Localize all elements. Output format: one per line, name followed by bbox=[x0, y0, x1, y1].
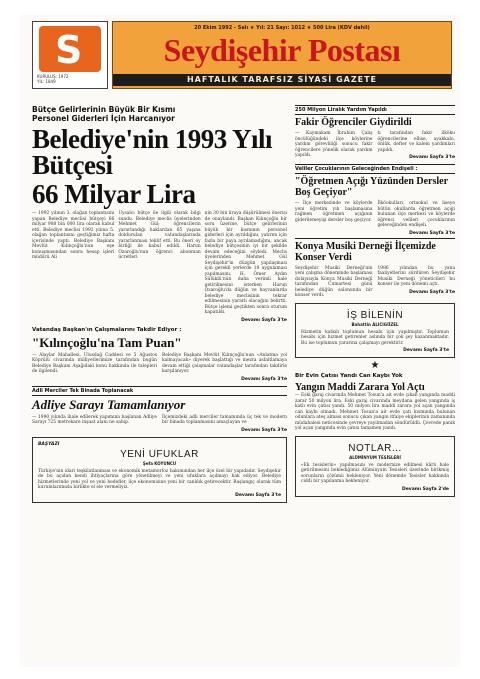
yeni-byline: Şefa KOYUNCU bbox=[142, 460, 177, 466]
yardim-col-2: tı tarafından fakir ilköku öğrencilerine ellise, ayakkabı, önlük, defter ve kalem yardımları yapıldı. bbox=[377, 131, 455, 153]
side-column bbox=[295, 105, 455, 497]
vatandas-body bbox=[32, 353, 287, 382]
yardim-body bbox=[295, 131, 455, 160]
main-column bbox=[32, 105, 287, 503]
merciler-headline: Adliye Sarayı Tamamlanıyor bbox=[32, 396, 186, 412]
cati-kicker: Bir Evin Çatısı Yandı Can Kaybı Yok bbox=[295, 373, 403, 379]
musiki-body bbox=[295, 266, 455, 299]
is-more: Devamı Sayfa 3'te bbox=[403, 348, 449, 353]
is-text: Hizmetin katkılı toplumun hesabı için yapılmıştır. Toplumun hesabı için hizmet getirenler aslında bir çok şey kazanmaktadır. Bu ise toplumun yararına çalışmayı gerektirir. bbox=[301, 329, 449, 346]
merciler-body bbox=[32, 415, 287, 433]
veliler-col-2-wrap bbox=[378, 201, 456, 236]
notlar-more: Devamı Sayfa 2'de bbox=[402, 486, 449, 492]
is-headline: İŞ BİLENİN bbox=[346, 309, 404, 321]
lead-col-2: Uysalcı bütçe ile ilgili olarak bilgi sundu. Belediye meclis üyelerinden Mehmet Gül; öğrencilerin yararlandığı haklardan 65 yaşına doldurulan vatandaşlarında yararlanması teklif etti. Bu öneri oy birliği ile kabul edildi. Harun Ozaroğlu'nun öğrenci abonman ücretleri bbox=[118, 211, 201, 260]
logo-meta bbox=[37, 74, 68, 84]
masthead bbox=[32, 21, 452, 89]
cati-text: — Eski garaj civarında Mehmet Tosun'a ait evde çıkan yangında maddi zarar 50 milyon lira. Eski garaj civarında meydana gelen yangında iş katlı evin çatısı yandı. 50 milyon lira maddi zarara yol açan yangında can kaybı olmadı. Mehmet Tosun'a ait evde çatı kısmında bulunan odunlara ateş alması sonucu çıkan yangın itfaiye ekiplerinin zamanında müdahalesi neticesinde çevreye yayılmadan söndürüldü. Çevrede panik yol açan yangında evin çatısı tamamen yandı. bbox=[295, 393, 455, 431]
lead-more: Devamı Sayfa 3'te bbox=[241, 317, 287, 323]
lead-kicker-1: Bütçe Gelirlerinin Büyük Bir Kısmı bbox=[32, 105, 176, 114]
lead-col-1: — 1992 yılının 3. olağan toplantısını yapan Belediye meclisi bütçeyi 66 milyar 988 bin 000 lira olarak kabul etti. Belediye meclisi 1992 yılına 5. olağan toplantısını geçtiğimiz hafta içerisinde yaptı. Belediye Başkanı Mevlüt Kılınçoğlu'nun eşe konuşmasından sonra hesap işleri müdürü Ali bbox=[32, 211, 115, 260]
lead-headline-2: 66 Milyar Lira bbox=[32, 179, 196, 209]
is-bilenin-box bbox=[295, 303, 455, 359]
yeni-more: Devamı Sayfa 3'te bbox=[235, 492, 281, 498]
yardim-col-1: — Kaymakam İbrahim Çalış öncülüğündeki ilçe köylerine yardım görevliliği sonucu fakir öğrencilere yönelik olarak yardım yapıldı. bbox=[295, 131, 373, 158]
logo-meta-2: YIL: 1849 bbox=[37, 79, 56, 84]
lead-kicker-2: Personel Giderleri İçin Harcanıyor bbox=[32, 114, 175, 123]
musiki-col-2-wrap bbox=[378, 266, 456, 299]
merciler-col-2: İlçemizdeki adli merciler tamamında üç tek ve modern bir binada toplanmasını amaçlayan ve bbox=[162, 414, 287, 425]
veliler-more: Devamı Sayfa 3'te bbox=[409, 230, 455, 236]
vatandas-col-2: Belediye Başkanı Mevlüt Kılınçoğlu'nun «Anlatma yol kalmayacak» diyerek başlattığı ve mezra asfaltlamaya devam ettiği çalışmalar vatandaşlar tarafından takdirle karşılanıyor. bbox=[162, 352, 287, 374]
yeni-label: BAŞYAZI bbox=[38, 441, 60, 447]
is-byline: Bahattin ALICIGÜZEL bbox=[351, 321, 399, 327]
star-icon: ★ bbox=[370, 360, 380, 371]
tagline: HAFTALIK TARAFSIZ SİYASİ GAZETE bbox=[186, 75, 378, 84]
yardim-headline: Fakir Öğrenciler Giydirildi bbox=[295, 117, 412, 128]
merciler-kicker: Adli Merciler Tek Binada Toplanacak bbox=[32, 386, 287, 396]
notlar-text: «Ek tesislerin» yapılmasını ve modernize edilmesi kârlı hale getirilmesini beklediğimiz Alüminyum Tesisleri üzerinde birikmiş sorunların çözümü bekleniyor. Yeni dönemde Tesisler hakkında ciddi bir yapılanma bekleniyor. bbox=[301, 462, 449, 484]
notlar-box bbox=[295, 436, 455, 497]
yardim-kicker: 250 Milyon Liralık Yardım Yapıldı bbox=[295, 105, 455, 115]
veliler-col-1: — İlçe merkezinde ve köylerde yeni öğretim yılı başlamasına rağmen öğretmen açığının giderilemeyişi dersler boş geçiyor. bbox=[295, 201, 373, 223]
vatandas-col-1: — Alaylar Mahallesi, Ulusdağ Caddesi ve 5 Ağustos Köprülü civarında milliyetlerimize tarafından bugün Belediye Başkanı Aşağıdaki konu hakkında ile talepleri de ilgilendi. bbox=[32, 352, 157, 374]
lead-headline-1: Belediye'nin 1993 Yılı Bütçesi bbox=[32, 124, 273, 180]
yeni-headline: YENİ UFUKLAR bbox=[120, 448, 199, 460]
yardim-more: Devamı Sayfa 3'te bbox=[409, 155, 455, 160]
divider bbox=[295, 238, 455, 239]
veliler-col-2: İlköokulları, ortaokul ve liseye bütün okullarda öğretmen açığı bulunan ilçe merkezi ve köylerde öğrenci velileri çocuklarının geleceğinden endişeli. bbox=[377, 201, 455, 228]
vatandas-col-2-wrap bbox=[162, 353, 287, 382]
date-line: 20 Ekim 1992 - Salı ★ Yıl: 21 Sayı: 1012 ★ 500 Lira (KDV dahil) bbox=[194, 25, 370, 31]
veliler-kicker: Veliler Çocuklarının Geleceğinden Endişeli : bbox=[295, 164, 455, 174]
vatandas-headline: "Kılınçoğlu'na Tam Puan" bbox=[32, 334, 182, 350]
musiki-col-1: Seydişehir Musiki Derneği'nin yeni çalışma döneminde başlaması dolayısıyla Konya Musiki Derneği tarafından Cumartesi günü belediye düğün salonunda bir konser verdi. bbox=[295, 265, 373, 298]
lead-col-3: nin 30 bin liraya düşürülmesi önerisi de onaylandı. Başkan Kılınçoğlu bir soru üzerine, bütçe gelirlerinin büyük bir kısmının personel giderleri için ayrıldığını, yatırım için fazla bir paya ayrılamadığını, ancak belediye bütçesinin iyi bir şekilde devam edeceğini söyledi. Meclis üyelerinden Mehmet Gül Seydişehir'in düzgün yapılaşması için gerekli yerlerde 18 uygulaması yapılmasını, H. Ömer Aydın Sülüklü'nün daha verimli hale getirilmesini isterken Harun Ozaroğlu'da düğün ve hayvanlarda belediye meclisinin tekrar edilmesinin yararlı olacağını belirtti. Bütçe işlemi geçtikten sonra oturum kapatıldı. bbox=[204, 211, 287, 315]
yeni-ufuklar-box bbox=[32, 437, 287, 503]
yeni-text: Türkiye'nin idari teşkilatlanması ve ekonomik metamorfoz bakımından her ilçe özel bir yapıdadır. Seydişehir de bu açıdan kendi ihtiyaçlarına göre yönetilmeyi ve yeni ufuklara açılmayı hak ediyor. Belediye hizmetlerinde yeni yol ve yeni hedefler, ilçe ekonomisine yeni bir canlılık getirecektir. Başlangıç olarak tüm kurumlarımızla birlikte el ele vermeliyiz. bbox=[38, 468, 281, 490]
logo-glyph: S bbox=[55, 28, 83, 72]
vatandas-more: Devamı Sayfa 3'te bbox=[241, 376, 287, 382]
logo bbox=[32, 21, 108, 89]
lead-col-3-wrap bbox=[205, 211, 287, 323]
veliler-headline: "Öğretmen Açığı Yüzünden Dersler Boş Geçiyor" bbox=[295, 176, 448, 198]
veliler-body bbox=[295, 201, 455, 236]
lead-body bbox=[32, 211, 287, 323]
merciler-col-1: — 1990 yılında ihale edilerek yapımına başlanan Adliye Sarayı 725 metrekare inşaat alanı ne sahip. bbox=[32, 414, 157, 425]
musiki-headline: Konya Musiki Derneği İlçemizde Konser Verdi bbox=[295, 240, 436, 263]
newspaper-page bbox=[20, 15, 460, 667]
banner bbox=[112, 21, 452, 89]
merciler-col-2-wrap bbox=[162, 415, 287, 433]
vatandas-kicker: Vatandaş Başkan'ın Çalışmalarını Takdir Ediyor : bbox=[32, 326, 182, 333]
logo-meta-1: KURULUŞ: 1972 bbox=[37, 74, 69, 79]
musiki-more: Devamı Sayfa 3'te bbox=[409, 289, 455, 295]
merciler-more: Devamı Sayfa 3'te bbox=[241, 427, 287, 433]
newspaper-title: Seydişehir Postası bbox=[163, 32, 401, 68]
notlar-subhead: ALÜMİNYUM TESİSLERİ bbox=[349, 454, 401, 460]
notlar-headline: NOTLAR... bbox=[348, 442, 402, 454]
musiki-col-2: 1986 yılından bu yana faaliyetlerini sürdüren Seydişehir Musiki Derneği yöneticileri bu konser ile yeni dönemi açtı. bbox=[377, 265, 455, 287]
yardim-col-2-wrap bbox=[378, 131, 456, 160]
tagline-bar bbox=[113, 74, 451, 86]
cati-headline: Yangın Maddi Zarara Yol Açtı bbox=[295, 382, 425, 393]
